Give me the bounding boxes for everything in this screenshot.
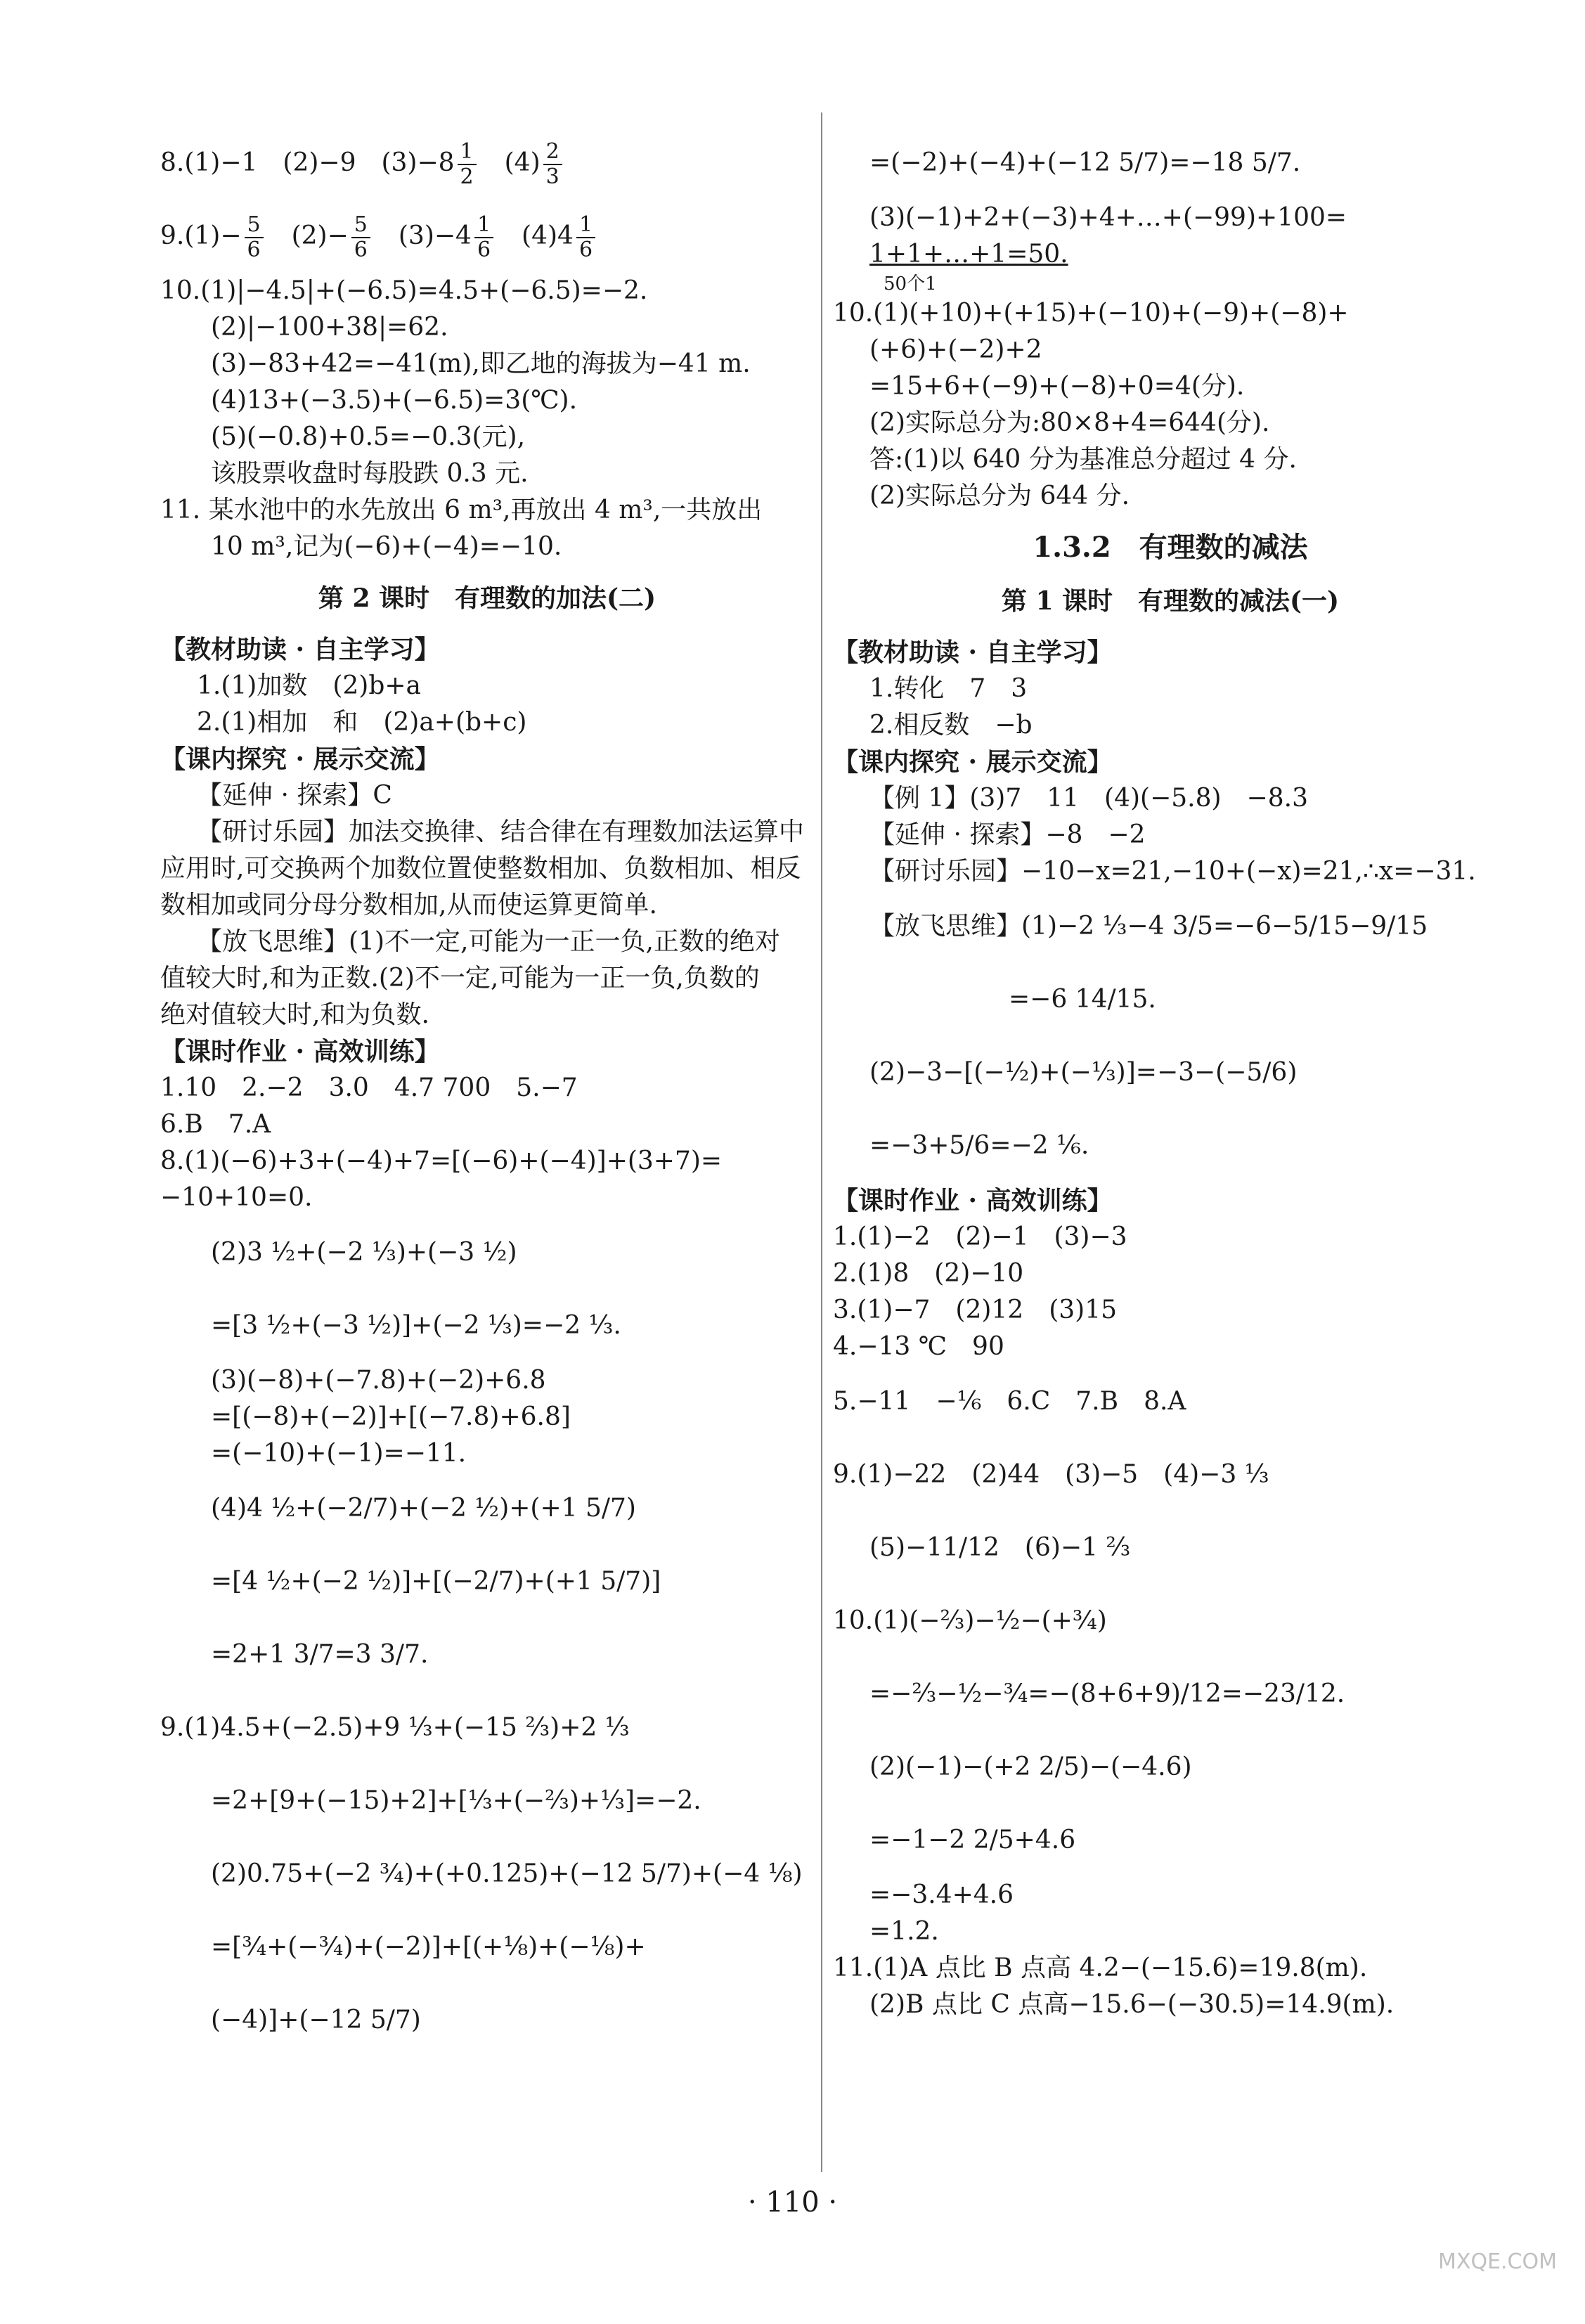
answer-line: =(−10)+(−1)=−11. [211, 1439, 467, 1468]
answer-line: =−3+5/6=−2 ⅙. [869, 1131, 1089, 1160]
answer-line [160, 127, 814, 200]
fraction: $\frac{1}{2}$ [458, 140, 477, 189]
answer-line [833, 236, 1508, 273]
answer-line: =−⅔−½−¾=−(8+6+9)/12=−23/12. [869, 1679, 1345, 1708]
answer-line: 10 m³,记为(−6)+(−4)=−10. [211, 532, 562, 561]
answer-line: =(−2)+(−4)+(−12 5/7)=−18 5/7. [869, 148, 1301, 177]
page-number: · 110 · [747, 2186, 838, 2219]
answer-line: 6.B 7.A [160, 1110, 271, 1139]
answer-line: 应用时,可交换两个加数位置使整数相加、负数相加、相反 [160, 854, 801, 883]
brace-label: 50个1 [884, 273, 937, 295]
lesson-title: 第 2 课时 有理数的加法(二) [318, 583, 656, 613]
answer-line: (2)3 ½+(−2 ⅓)+(−3 ½) [211, 1238, 517, 1267]
fraction: $\frac{5}{6}$ [245, 213, 264, 262]
column-divider [821, 112, 822, 2172]
answer-line: =[¾+(−¾)+(−2)]+[(+⅛)+(−⅛)+ [211, 1932, 646, 1961]
answer-line: 3.(1)−7 (2)12 (3)15 [833, 1296, 1118, 1324]
answer-line: (2)|−100+38|=62. [211, 313, 448, 342]
answer-line: (2)B 点比 C 点高−15.6−(−30.5)=14.9(m). [869, 1990, 1395, 2019]
answer-line: (2)实际总分为 644 分. [869, 482, 1130, 510]
answer-line: 【放飞思维】(1)不一定,可能为一正一负,正数的绝对 [197, 927, 780, 956]
answer-line: (5)−11/12 (6)−1 ⅔ [869, 1533, 1131, 1562]
answer-line: 该股票收盘时每股跌 0.3 元. [211, 459, 529, 488]
answer-line: 【研讨乐园】加法交换律、结合律在有理数加法运算中 [197, 818, 805, 846]
answer-line: (2)(−1)−(+2 2/5)−(−4.6) [869, 1752, 1192, 1781]
section-heading: 【课内探究 · 展示交流】 [160, 744, 440, 774]
answer-line: (−4)]+(−12 5/7) [211, 2006, 421, 2034]
answer-line: 1.10 2.−2 3.0 4.7 700 5.−7 [160, 1073, 578, 1102]
fraction: $\frac{2}{3}$ [543, 140, 562, 189]
answer-line: =2+1 3/7=3 3/7. [211, 1640, 429, 1669]
answer-line: =1.2. [869, 1917, 939, 1946]
answer-line: =15+6+(−9)+(−8)+0=4(分). [869, 372, 1245, 401]
section-heading: 【课时作业 · 高效训练】 [160, 1037, 440, 1066]
section-title: 1.3.2 有理数的减法 [1033, 531, 1308, 564]
answer-line: 9.(1)−22 (2)44 (3)−5 (4)−3 ⅓ [833, 1460, 1269, 1489]
answer-line: 值较大时,和为正数.(2)不一定,可能为一正一负,负数的 [160, 964, 760, 993]
answer-line: 10.(1)(−⅔)−½−(+¾) [833, 1606, 1107, 1635]
answer-line: =[4 ½+(−2 ½)]+[(−2/7)+(+1 5/7)] [211, 1567, 661, 1596]
answer-line: =[3 ½+(−3 ½)]+(−2 ⅓)=−2 ⅓. [211, 1311, 621, 1340]
answer-line: 2.(1)相加 和 (2)a+(b+c) [197, 708, 527, 737]
answer-line: 【延伸 · 探索】C [197, 781, 392, 810]
answer-line: 1.转化 7 3 [869, 674, 1028, 703]
answer-line: =−6 14/15. [1009, 985, 1156, 1014]
answer-line: 答:(1)以 640 分为基准总分超过 4 分. [869, 445, 1297, 474]
answer-line: (3)−83+42=−41(m),即乙地的海拔为−41 m. [211, 349, 751, 378]
answer-line: 2.(1)8 (2)−10 [833, 1259, 1024, 1288]
answer-line: 5.−11 −⅙ 6.C 7.B 8.A [833, 1387, 1186, 1416]
answer-line: 4.−13 ℃ 90 [833, 1332, 1004, 1361]
answer-line: (+6)+(−2)+2 [869, 335, 1042, 364]
answer-line: −10+10=0. [160, 1183, 313, 1212]
fraction: $\frac{1}{6}$ [474, 213, 493, 262]
answer-line: (2)−3−[(−½)+(−⅓)]=−3−(−5/6) [869, 1058, 1298, 1087]
answer-line: 【例 1】(3)7 11 (4)(−5.8) −8.3 [869, 784, 1308, 813]
answer-line: (2)实际总分为:80×8+4=644(分). [869, 408, 1270, 437]
answer-line: 1.(1)−2 (2)−1 (3)−3 [833, 1222, 1127, 1251]
answer-line: 11. 某水池中的水先放出 6 m³,再放出 4 m³,一共放出 [160, 496, 763, 524]
answer-line: (3)(−1)+2+(−3)+4+…+(−99)+100= [869, 203, 1347, 232]
answer-line: (3)(−8)+(−7.8)+(−2)+6.8 [211, 1366, 546, 1395]
answer-line: 1.(1)加数 (2)b+a [197, 671, 422, 700]
answer-line: 9.(1)4.5+(−2.5)+9 ⅓+(−15 ⅔)+2 ⅓ [160, 1713, 630, 1742]
answer-line: 10.(1)|−4.5|+(−6.5)=4.5+(−6.5)=−2. [160, 276, 648, 305]
answer-line: 【延伸 · 探索】−8 −2 [869, 820, 1146, 849]
answer-line: 【放飞思维】(1)−2 ⅓−4 3/5=−6−5/15−9/15 [869, 912, 1428, 941]
fraction: $\frac{5}{6}$ [351, 213, 370, 262]
answer-line: (5)(−0.8)+0.5=−0.3(元), [211, 422, 526, 451]
answer-line: (4)13+(−3.5)+(−6.5)=3(℃). [211, 386, 578, 415]
answer-line: 数相加或同分母分数相加,从而使运算更简单. [160, 891, 657, 919]
answer-line: 8.(1)(−6)+3+(−4)+7=[(−6)+(−4)]+(3+7)= [160, 1147, 723, 1175]
answer-line: 9.(1)− $\frac{5}{6}$ (2)− $\frac{5}{6}$ (3)−4 $\frac{1}{6}$ (4)4 $\frac{1}{6}$ [160, 200, 814, 273]
answer-line: 2.相反数 −b [869, 711, 1033, 740]
answer-line: =−3.4+4.6 [869, 1880, 1014, 1909]
answer-line: 11.(1)A 点比 B 点高 4.2−(−15.6)=19.8(m). [833, 1954, 1368, 1982]
fraction: $\frac{1}{6}$ [576, 213, 595, 262]
watermark-logo: MXQE.COM [1438, 2249, 1557, 2274]
answer-line: =2+[9+(−15)+2]+[⅓+(−⅔)+⅓]=−2. [211, 1786, 701, 1815]
answer-line: =[(−8)+(−2)]+[(−7.8)+6.8] [211, 1402, 571, 1431]
answer-line: 绝对值较大时,和为负数. [160, 1000, 429, 1029]
section-heading: 【课内探究 · 展示交流】 [833, 747, 1113, 777]
answer-line: =−1−2 2/5+4.6 [869, 1826, 1076, 1854]
answer-line: 10.(1)(+10)+(+15)+(−10)+(−9)+(−8)+ [833, 299, 1349, 328]
text: (4) [479, 148, 541, 177]
section-heading: 【教材助读 · 自主学习】 [160, 635, 440, 664]
lesson-title: 第 1 课时 有理数的减法(一) [1001, 586, 1340, 616]
section-heading: 【教材助读 · 自主学习】 [833, 638, 1113, 667]
answer-line: 【研讨乐园】−10−x=21,−10+(−x)=21,∴x=−31. [869, 857, 1476, 886]
right-column [833, 127, 1508, 2023]
left-column [160, 127, 814, 2057]
answer-line: (2)0.75+(−2 ¾)+(+0.125)+(−12 5/7)+(−4 ⅛) [211, 1859, 803, 1888]
text: 1+1+…+1=50. [869, 240, 1068, 269]
text: 8.(1)−1 (2)−9 (3)−8 [160, 148, 455, 177]
section-heading: 【课时作业 · 高效训练】 [833, 1186, 1113, 1215]
answer-line: (4)4 ½+(−2/7)+(−2 ½)+(+1 5/7) [211, 1494, 636, 1523]
